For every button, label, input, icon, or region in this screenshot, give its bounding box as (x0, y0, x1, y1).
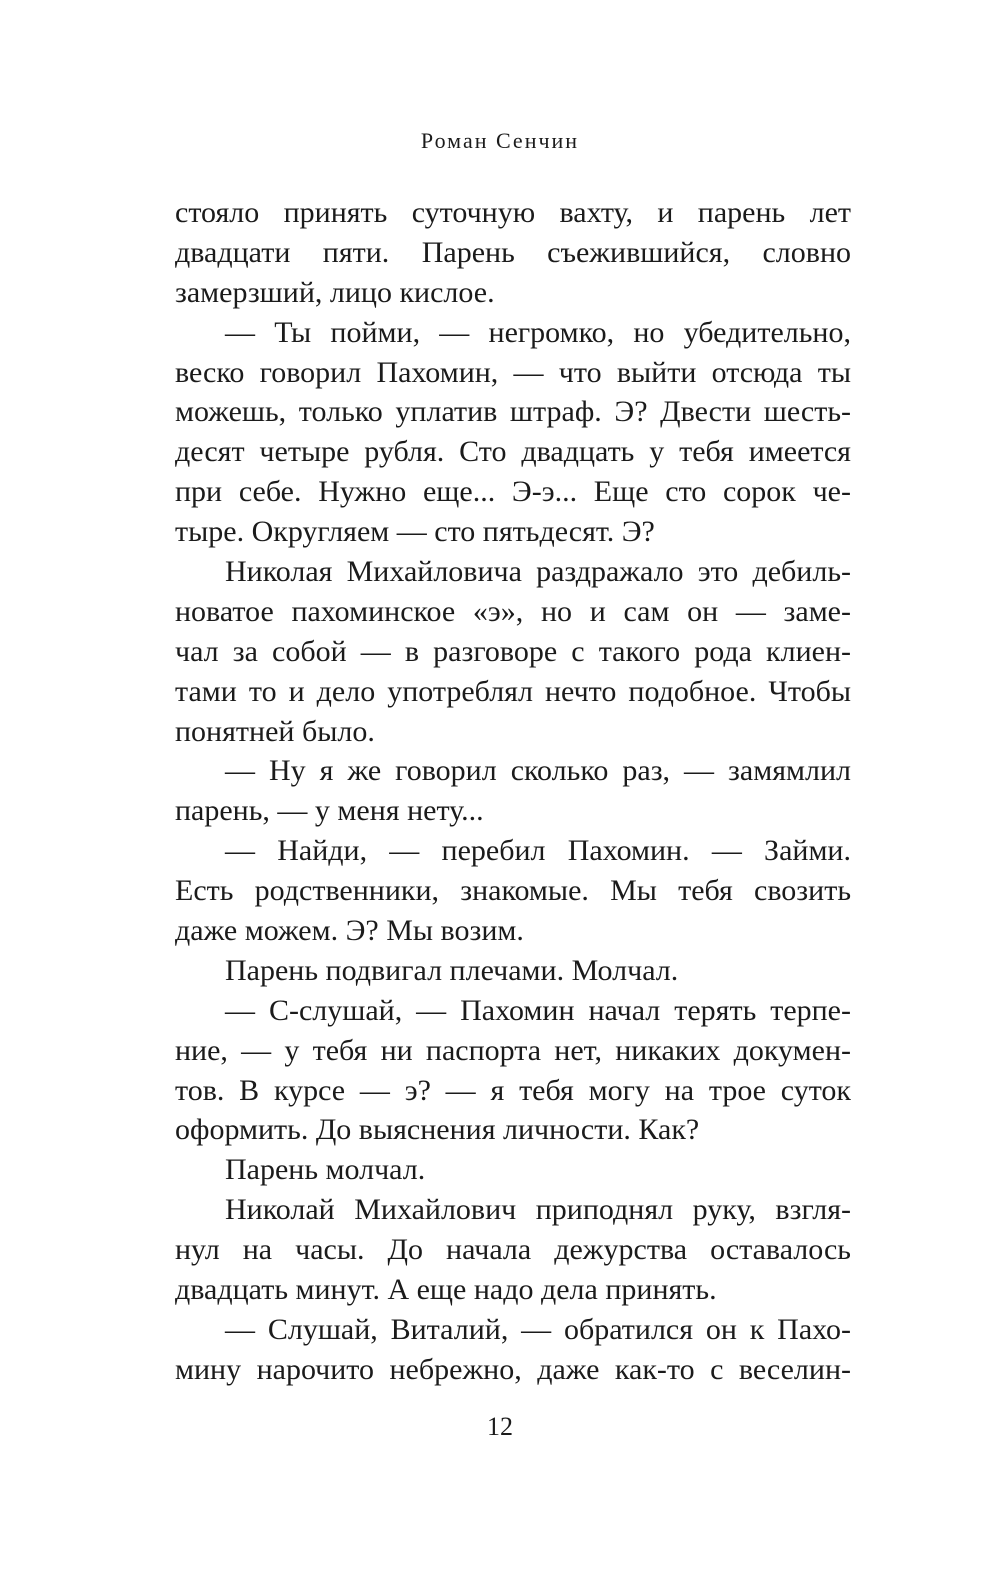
running-head-author: Роман Сенчин (420, 128, 580, 153)
text-line: Николай Михайлович приподнял руку, взгля- (225, 1193, 851, 1227)
text-line: замерзший, лицо кислое. (175, 275, 495, 309)
text-line: двадцать минут. А еще надо дела принять. (175, 1273, 717, 1307)
text-line: мину нарочито небрежно, даже как-то с веселин- (175, 1352, 851, 1386)
text-line: Николая Михайловича раздражало это дебиль- (225, 555, 851, 589)
text-line: тов. В курсе — э? — я тебя могу на трое суток (175, 1073, 851, 1107)
text-line: даже можем. Э? Мы возим. (175, 914, 524, 948)
text-line: Есть родственники, знакомые. Мы тебя свозить (175, 874, 851, 908)
text-line: Парень подвигал плечами. Молчал. (225, 953, 679, 987)
text-line: можешь, только уплатив штраф. Э? Двести шесть- (175, 395, 851, 429)
body-text (175, 193, 851, 1390)
text-line: тыре. Округляем — сто пятьдесят. Э? (175, 515, 655, 549)
text-line: оформить. До выяснения личности. Как? (175, 1113, 700, 1147)
text-line: ние, — у тебя ни паспорта нет, никаких докумен- (175, 1033, 851, 1067)
text-line: — Ну я же говорил сколько раз, — замямлил (225, 754, 851, 788)
text-line: нул на часы. До начала дежурства оставалось (175, 1233, 851, 1267)
text-line: стояло принять суточную вахту, и парень лет (175, 196, 851, 229)
page-number: 12 (487, 1412, 513, 1441)
text-line: Парень молчал. (225, 1153, 426, 1187)
text-line: новатое пахоминское «э», но и сам он — заме- (175, 594, 851, 628)
text-line: чал за собой — в разговоре с такого рода клиен- (175, 634, 851, 668)
text-line: — Найди, — перебил Пахомин. — Займи. (225, 834, 851, 868)
text-line: десят четыре рубля. Сто двадцать у тебя имеется (175, 435, 851, 469)
text-line: — Ты пойми, — негромко, но убедительно, (225, 315, 851, 349)
text-line: веско говорил Пахомин, — что выйти отсюда ты (175, 355, 851, 389)
text-line: двадцати пяти. Парень съежившийся, словно (175, 235, 851, 269)
text-line: понятней было. (175, 714, 375, 748)
text-line: при себе. Нужно еще... Э-э... Еще сто сорок че- (175, 475, 851, 509)
text-line: — Слушай, Виталий, — обратился он к Пахо- (225, 1312, 851, 1346)
text-line: тами то и дело употреблял нечто подобное. Чтобы (175, 674, 851, 708)
text-line: — С-слушай, — Пахомин начал терять терпе- (225, 993, 851, 1027)
text-line: парень, — у меня нету... (175, 794, 484, 828)
